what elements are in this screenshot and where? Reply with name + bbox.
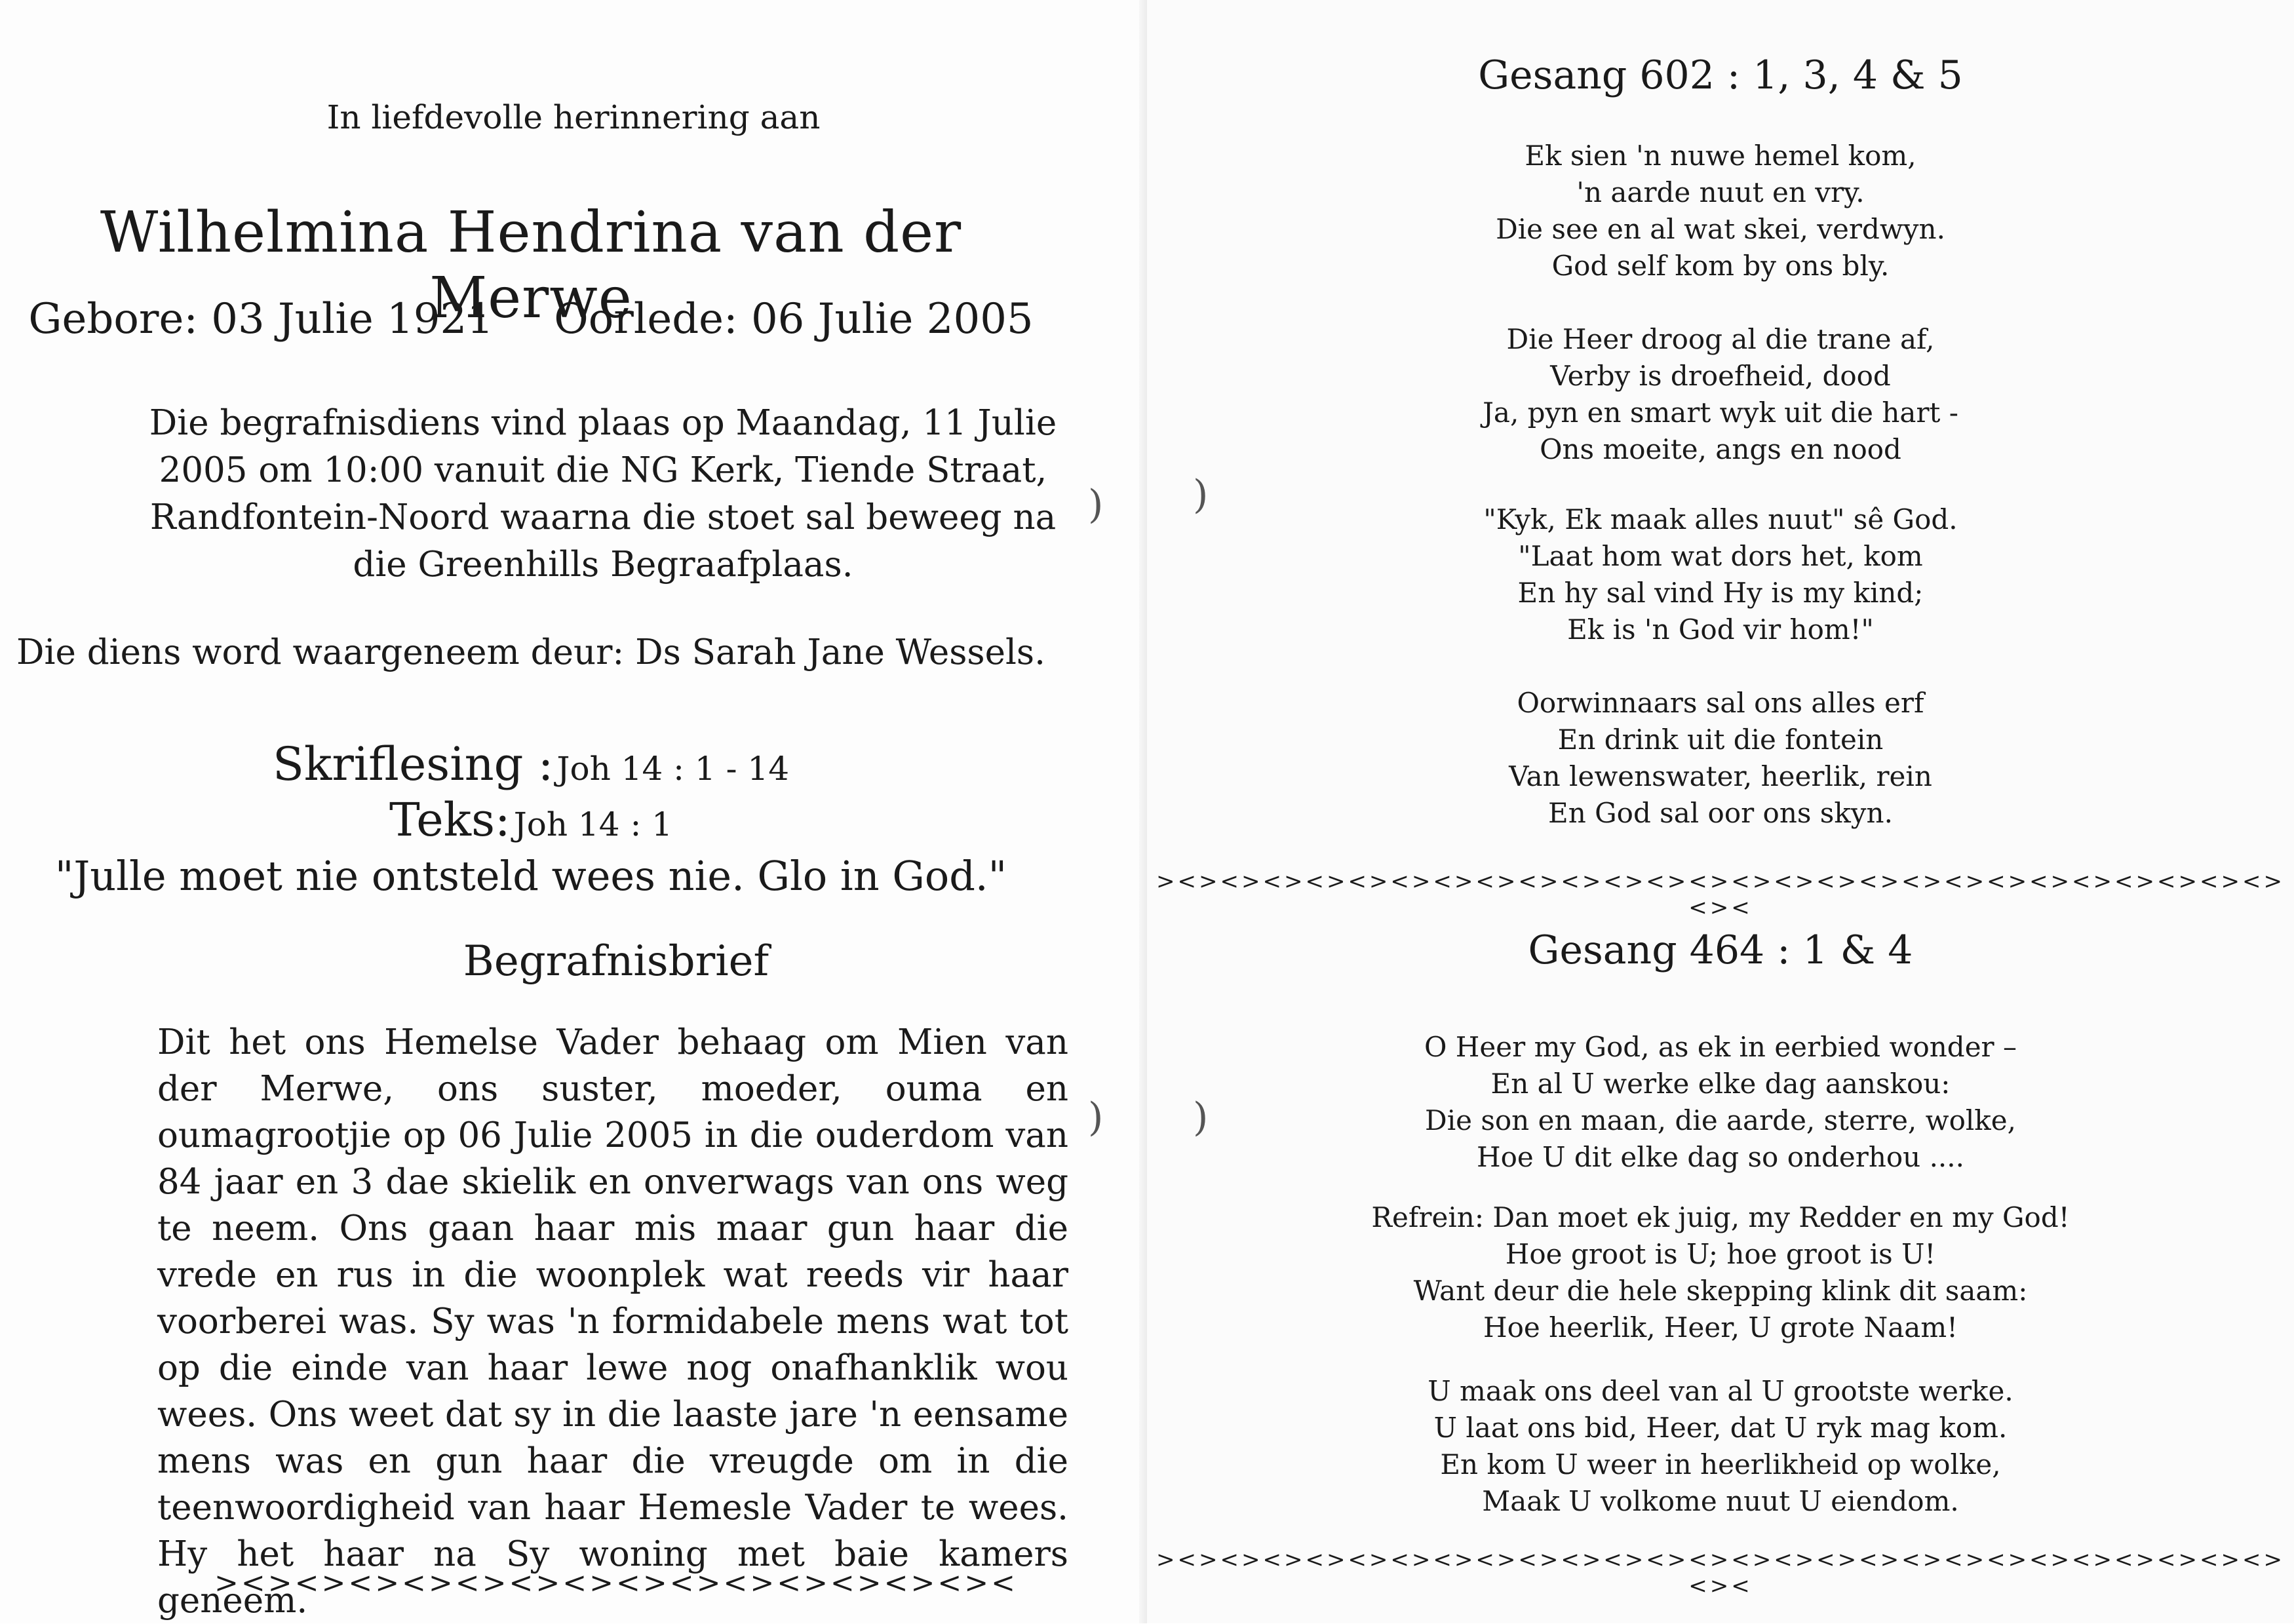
verse-line: Die son en maan, die aarde, sterre, wolke, — [1425, 1104, 2016, 1136]
text-label: Teks: — [389, 793, 511, 847]
verse-line: En al U werke elke dag aanskou: — [1490, 1068, 1951, 1100]
refrain-line: Want deur die hele skepping klink dit saam: — [1413, 1275, 2028, 1307]
death-date: Oorlede: 06 Julie 2005 — [554, 295, 1034, 343]
verse-line: Oorwinnaars sal ons alles erf — [1517, 687, 1924, 719]
life-dates — [0, 295, 1062, 343]
verse-line: Die Heer droog al die trane af, — [1506, 323, 1935, 355]
hymn-1-verse — [1147, 501, 2294, 648]
scripture-quote: "Julle moet nie ontsteld wees nie. Glo in God." — [54, 852, 1007, 900]
hymn-1-verse — [1147, 138, 2294, 284]
refrain-line: Hoe heerlik, Heer, U grote Naam! — [1483, 1311, 1958, 1344]
ornament-divider: ><><><><><><><><><><><><><><><><><><><><><><><><><><><>< — [1156, 868, 2285, 921]
deceased-name: Wilhelmina Hendrina van der Merwe — [100, 200, 962, 331]
verse-line: En drink uit die fontein — [1557, 724, 1884, 756]
verse-line: Maak U volkome nuut U eiendom. — [1482, 1485, 1959, 1517]
punch-hole-mark: ) — [1193, 472, 1209, 518]
funeral-letter: Dit het ons Hemelse Vader behaag om Mien van der Merwe, ons suster, moeder, ouma en oumagrootjie op 06 Julie 2005 in die ouderdom van 84 jaar en 3 dae skielik en onverwags van ons weg te neem. Ons gaan haar mis maar gun haar die vrede en rus in die woonplek wat reeds vir haar voorberei was. Sy was 'n formidabele mens wat tot op die einde van haar lewe nog onafhanklik wou wees. Ons weet dat sy in die laaste jare 'n eensame mens was en gun haar die vreugde om in die teenwoordigheid van haar Hemesle Vader te wees. Hy het haar na Sy woning met baie kamers geneem. — [157, 1022, 1068, 1621]
hymn-2-verse — [1147, 1029, 2294, 1176]
verse-line: God self kom by ons bly. — [1551, 250, 1890, 282]
scripture-label: Skriflesing : — [272, 737, 554, 791]
birth-date: Gebore: 03 Julie 1921 — [28, 295, 494, 343]
scripture-reading — [0, 737, 1062, 791]
ornament-divider: ><><><><><><><><><><><><><><><><><><><><><><><><><><><>< — [1156, 1547, 2285, 1599]
verse-line: U maak ons deel van al U grootste werke. — [1428, 1375, 2013, 1407]
verse-line: En hy sal vind Hy is my kind; — [1517, 577, 1924, 609]
punch-hole-mark: ) — [1088, 1094, 1104, 1140]
verse-line: Ek is 'n God vir hom!" — [1567, 613, 1874, 646]
verse-line: U laat ons bid, Heer, dat U ryk mag kom. — [1433, 1412, 2008, 1444]
verse-line: "Laat hom wat dors het, kom — [1518, 540, 1923, 572]
hymn-2-refrain — [1147, 1199, 2294, 1346]
refrain-line: Hoe groot is U; hoe groot is U! — [1505, 1238, 1936, 1270]
hymn-2-title: Gesang 464 : 1 & 4 — [1528, 927, 1913, 973]
left-page — [0, 0, 1147, 1623]
text-reference: Joh 14 : 1 — [513, 805, 672, 843]
verse-line: Ek sien 'n nuwe hemel kom, — [1525, 140, 1916, 172]
refrain-line: Refrein: Dan moet ek juig, my Redder en my God! — [1371, 1201, 2070, 1233]
verse-line: Ja, pyn en smart wyk uit die hart - — [1483, 396, 1958, 429]
hymn-1-verse — [1147, 685, 2294, 832]
right-page — [1147, 0, 2294, 1623]
verse-line: O Heer my God, as ek in eerbied wonder – — [1424, 1031, 2017, 1063]
verse-line: Die see en al wat skei, verdwyn. — [1496, 213, 1945, 245]
punch-hole-mark: ) — [1088, 482, 1104, 528]
hymn-1-title: Gesang 602 : 1, 3, 4 & 5 — [1478, 52, 1963, 98]
ornament-divider: ><><><><><><><><><><><><><><>< — [214, 1566, 1018, 1600]
verse-line: Van lewenswater, heerlik, rein — [1509, 760, 1932, 792]
intro-line: In liefdevolle herinnering aan — [326, 98, 821, 136]
punch-hole-mark: ) — [1193, 1094, 1209, 1140]
verse-line: "Kyk, Ek maak alles nuut" sê God. — [1483, 503, 1958, 535]
hymn-2-verse — [1147, 1373, 2294, 1520]
verse-line: En God sal oor ons skyn. — [1548, 797, 1893, 829]
service-details: Die begrafnisdiens vind plaas op Maandag, 11 Julie 2005 om 10:00 vanuit die NG Kerk, Tiende Straat, Randfontein-Noord waarna die stoet sal beweeg na die Greenhills Begraafplaas. — [149, 403, 1057, 585]
verse-line: Ons moeite, angs en nood — [1540, 433, 1901, 465]
verse-line: Hoe U dit elke dag so onderhou .... — [1476, 1141, 1964, 1173]
verse-line: Verby is droefheid, dood — [1550, 360, 1891, 392]
hymn-1-verse — [1147, 321, 2294, 468]
letter-heading: Begrafnisbrief — [463, 937, 769, 986]
officiant: Die diens word waargeneem deur: Ds Sarah Jane Wessels. — [16, 632, 1045, 672]
sermon-text — [0, 793, 1062, 847]
verse-line: 'n aarde nuut en vry. — [1576, 176, 1865, 208]
scripture-reference: Joh 14 : 1 - 14 — [556, 750, 790, 788]
verse-line: En kom U weer in heerlikheid op wolke, — [1440, 1448, 2001, 1480]
